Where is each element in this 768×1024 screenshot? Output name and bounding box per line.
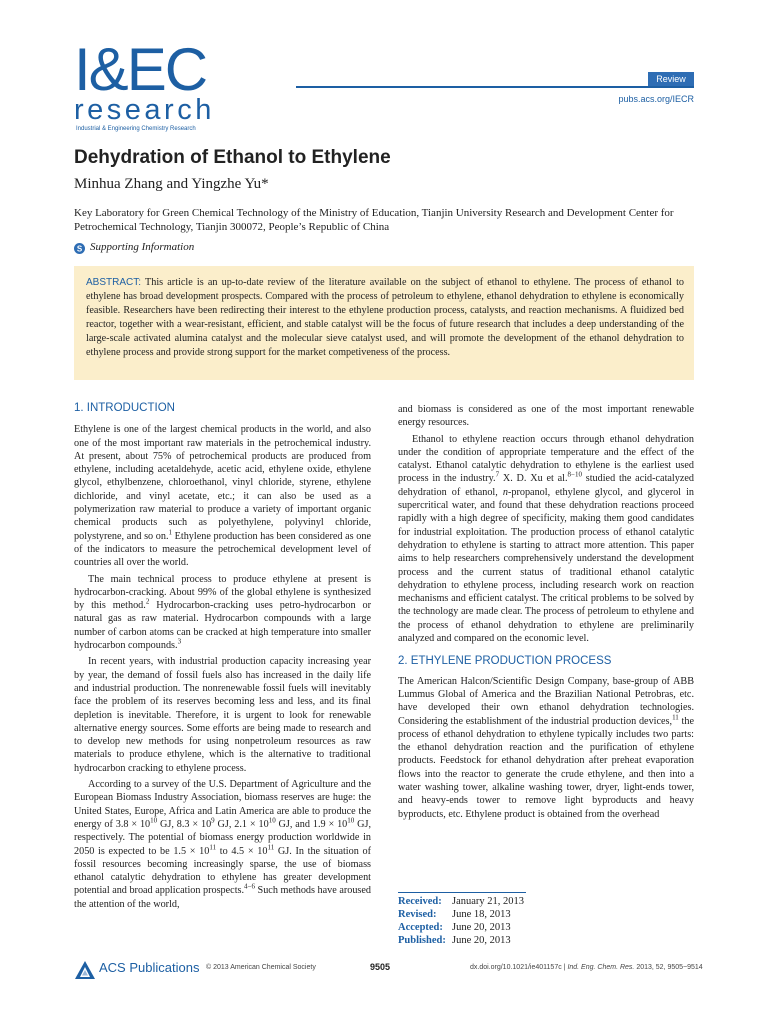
section-heading-ethylene-production: 2. ETHYLENE PRODUCTION PROCESS (398, 655, 612, 668)
citation-ref[interactable]: 3 (177, 637, 182, 646)
article-affiliation: Key Laboratory for Green Chemical Technology of the Ministry of Education, Tianjin University Research and Development Center for Petrochemical Technology, Tianjin 300072, People’s Republic of China (74, 207, 674, 233)
abstract-label: ABSTRACT: (86, 277, 142, 288)
journal-logo-research: research (74, 94, 215, 126)
citation-ref[interactable]: 4−6 (244, 883, 255, 891)
date-received: Received: January 21, 2013 (398, 896, 525, 907)
footer-citation[interactable]: dx.doi.org/10.1021/ie401157c | Ind. Eng. Chem. Res. 2013, 52, 9505−9514 (470, 964, 703, 971)
svg-text:S: S (76, 244, 83, 254)
date-published: Published: June 20, 2013 (398, 935, 511, 946)
journal-url-link[interactable]: pubs.acs.org/IECR (618, 94, 694, 104)
citation-ref[interactable]: 1 (168, 528, 173, 537)
date-accepted: Accepted: June 20, 2013 (398, 922, 511, 933)
citation-ref[interactable]: 7 (495, 471, 500, 480)
right-column (398, 403, 694, 824)
paragraph: The American Halcon/Scientific Design Company, base-group of ABB Lummus Global of America and the Brazilian National Petrobras, etc. have developed their own ethanol dehydration technologies. Considering the establishment of the industrial production devices,$^{11}$ the process of ethanol dehydration to ethylene typically includes two parts: the ethanol dehydration reaction and the purification of ethylene products. Feedstock for ethanol dehydration after preheat evaporation flows into the reactor to generate the crude ethylene, and then into a water washing tower, alkaline washing tower, dryer, light-ends tower, and heavy-ends tower to remove light byproducts and heavy byproducts, etc. Ethylene product is obtained from the overhead (398, 675, 694, 820)
abstract-body: This article is an up-to-date review of the literature available on the subject of ethanol to ethylene. The process of ethanol to ethylene has broad development prospects. Compared with the process of petroleum to ethylene, ethanol dehydration to ethylene is economically feasible. Researchers have been redirecting their interest to the ethylene production process, catalysts, and reaction mechanisms. A fluidized bed reactor, together with a wear-resistant, efficient, and stable catalyst will be the focus of future research that includes a deep understanding of the large-scale activated alumina catalyst and the molecular sieve catalyst used, and will promote the development of the ethanol dehydration to ethylene process and provide strong support for the market competiveness of the process. (86, 277, 684, 358)
paragraph: Ethanol to ethylene reaction occurs through ethanol dehydration under the condition of appropriate temperature and the effect of the catalyst. Ethanol catalytic dehydration to ethylene is the earliest used process in the industry.$^7$ X. D. Xu et al.$^{8-10}$ studied the acid-catalyzed dehydration of ethanol, n-propanol, ethylene glycol, and glycerol in supercritical water, and found that these dehydration reactions proceed rapidly with a high degree of specificity, making them good candidates for industrial exploitation. The production process of ethanol catalytic dehydration to ethylene is starting to attract more attention. This paper aims to help researchers comprehensively understand the development process and the current status of traditional ethanol catalytic dehydration to ethylene process, including research work on reaction mechanisms and efficient catalyst. The critical problems to be solved by the technology are made clear. The process of petroleum to ethylene and the process of ethanol dehydration to ethylene are preliminarily analyzed and compared on the economic level. (398, 433, 694, 645)
paragraph: According to a survey of the U.S. Department of Agriculture and the European Biomass Industry Association, biomass reserves are huge: the United States, Europe, Africa and Latin America are able to produce the energy of $3.8 \times 10^{10}$ GJ, $8.3 \times 10^9$ GJ, $2.1 \times 10^{10}$ GJ, and $1.9 \times 10^{10}$ GJ, respectively. The potential of biomass energy production worldwide in 2050 is expected to be $1.5 \times 10^{11}$ to $4.5 \times 10^{11}$ GJ. In the situation of fossil resources becoming increasingly sparse, the use of biomass ethanol catalytic dehydration to ethylene has greater development potential and broad application prospects.$^{4-6}$ Such methods have aroused the attention of the world, (74, 779, 372, 910)
paragraph: Ethylene is one of the largest chemical products in the world, and also one of the most important raw materials in the petrochemical industry. At present, about 75% of petrochemical products are produced from ethylene, including acetaldehyde, acetic acid, ethylene oxide, ethylene glycol, ethylbenzene, chloroethanol, vinyl chloride, styrene, ethylene dichloride, and vinyl acetate, etc.; it can also be used as a polymerization raw material to produce a variety of important organic chemical products such as polyethylene, polyvinyl chloride, polystyrene, and so on.$^1$ Ethylene production has been considered as one of the indicators to measure the petrochemical development level of countries all over the world. (74, 424, 371, 569)
acs-publications-logo: ACS Publications (99, 960, 200, 975)
article-authors: Minhua Zhang and Yingzhe Yu* (74, 176, 269, 192)
left-column (74, 402, 371, 914)
section-heading-introduction: 1. INTRODUCTION (74, 402, 175, 414)
citation-ref[interactable]: 2 (145, 597, 150, 606)
acs-logo-icon (74, 960, 96, 980)
journal-logo: I&EC (74, 36, 207, 103)
article-title: Dehydration of Ethanol to Ethylene (74, 147, 391, 168)
paragraph: The main technical process to produce ethylene at present is hydrocarbon-cracking. About 99% of the global ethylene is synthesized by this method.$^2$ Hydrocarbon-cracking uses petro-hydrocarbon or natural gas as raw material. Hydrocarbon compounds with a large number of carbon atoms can be cracked at high temperature into smaller hydrocarbon compounds.$^3$ (74, 573, 371, 652)
journal-logo-subtitle: Industrial & Engineering Chemistry Research (76, 126, 196, 132)
dates-rule (398, 892, 526, 893)
page-number: 9505 (370, 962, 391, 972)
footer-copyright: © 2013 American Chemical Society (206, 964, 316, 971)
date-revised: Revised: June 18, 2013 (398, 909, 511, 920)
supporting-info-link[interactable]: Supporting Information (90, 241, 195, 253)
paragraph: In recent years, with industrial production capacity increasing year by year, the demand of fossil fuels also has increased in the daily life and industrial production. The nonrenewable fossil fuels will inevitably face the problem of its reserves becoming less and less, and its final depletion is inevitable. Therefore, it is urgent to look for renewable alternative energy sources. Some efforts are being made to research and to develop new methods for using nonpetroleum resources as raw materials to produce ethylene, which is the alternative to traditional hydrocarbon cracking to ethylene process. (74, 656, 371, 774)
review-badge: Review (648, 72, 694, 86)
citation-ref[interactable]: 11 (672, 713, 679, 722)
citation-ref[interactable]: 8−10 (567, 471, 582, 480)
supporting-info-icon[interactable] (74, 243, 85, 254)
paragraph: and biomass is considered as one of the most important renewable energy resources. (398, 404, 694, 429)
abstract (86, 276, 684, 360)
header-rule (296, 86, 694, 88)
